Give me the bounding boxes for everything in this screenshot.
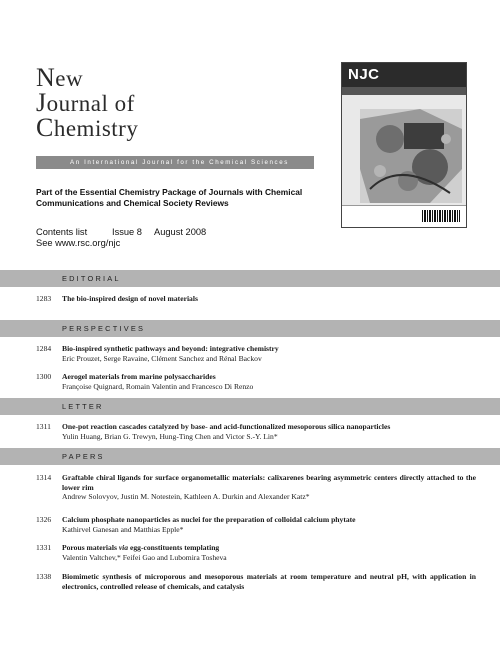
package-note: Part of the Essential Chemistry Package of Journals with Chemical Communications and Chemical Society Reviews bbox=[36, 187, 303, 208]
title-part: egg-constituents templating bbox=[128, 543, 220, 552]
section-heading: LETTER bbox=[62, 402, 104, 411]
section-band-letter bbox=[0, 398, 500, 415]
toc-entry[interactable] bbox=[36, 572, 476, 591]
article-title: The bio-inspired design of novel materials bbox=[62, 294, 198, 303]
article-authors: Françoise Quignard, Romain Valentin and Francesco Di Renzo bbox=[62, 381, 254, 391]
article-title: One-pot reaction cascades catalyzed by base- and acid-functionalized mesoporous silica nanoparticles bbox=[62, 422, 391, 431]
article-title: Bio-inspired synthetic pathways and beyond: integrative chemistry bbox=[62, 344, 279, 353]
toc-entry[interactable] bbox=[36, 473, 476, 502]
toc-entry[interactable] bbox=[36, 543, 476, 562]
section-band-perspectives bbox=[0, 320, 500, 337]
article-authors: Valentin Valtchev,* Feifei Gao and Lubomira Tosheva bbox=[62, 552, 227, 562]
section-band-editorial bbox=[0, 270, 500, 287]
issue-number: Issue 8 bbox=[112, 227, 142, 237]
article-title: Aerogel materials from marine polysaccharides bbox=[62, 372, 216, 381]
title-initial-n: N bbox=[36, 63, 56, 92]
page-number: 1326 bbox=[36, 515, 52, 524]
toc-entry[interactable] bbox=[36, 294, 476, 304]
page-number: 1284 bbox=[36, 344, 52, 353]
title-word-new: ew bbox=[55, 66, 84, 91]
article-authors: Kathirvel Ganesan and Matthias Epple* bbox=[62, 524, 184, 534]
page-number: 1338 bbox=[36, 572, 52, 581]
toc-entry[interactable] bbox=[36, 515, 476, 534]
section-heading: PERSPECTIVES bbox=[62, 324, 146, 333]
section-heading: PAPERS bbox=[62, 452, 105, 461]
cover-logo: NJC bbox=[348, 66, 380, 83]
barcode-icon bbox=[422, 210, 460, 222]
article-authors: Andrew Solovyov, Justin M. Notestein, Kathleen A. Durkin and Alexander Katz* bbox=[62, 492, 310, 501]
page-number: 1331 bbox=[36, 543, 52, 552]
cover-footer bbox=[342, 205, 466, 227]
journal-title bbox=[36, 63, 266, 142]
cover-strip bbox=[342, 87, 466, 95]
title-initial-c: C bbox=[36, 113, 54, 142]
page-number: 1311 bbox=[36, 422, 51, 431]
title-initial-j: J bbox=[36, 88, 47, 117]
cover-header bbox=[342, 63, 466, 87]
journal-tagline: An International Journal for the Chemical Sciences bbox=[36, 156, 314, 169]
title-part: Porous materials bbox=[62, 543, 119, 552]
title-word-chemistry: hemistry bbox=[53, 116, 139, 141]
cover-artwork-image bbox=[360, 109, 462, 203]
title-word-journal-of: ournal of bbox=[46, 91, 135, 116]
article-title bbox=[62, 543, 476, 553]
page-number: 1314 bbox=[36, 473, 52, 482]
article-authors: Yulin Huang, Brian G. Trewyn, Hung-Ting Chen and Victor S.-Y. Lin* bbox=[62, 431, 278, 441]
title-italic-part: via bbox=[118, 543, 129, 552]
section-heading: EDITORIAL bbox=[62, 274, 121, 283]
issue-date: August 2008 bbox=[154, 227, 207, 237]
toc-entry[interactable] bbox=[36, 422, 476, 441]
page-number: 1283 bbox=[36, 294, 52, 303]
article-authors: Eric Prouzet, Serge Ravaine, Clément Sanchez and Rénal Backov bbox=[62, 353, 262, 363]
cover-thumbnail bbox=[341, 62, 467, 228]
article-title: Biomimetic synthesis of microporous and mesoporous materials at room temperature and neutral pH, with application in electronics, controlled release of chemicals, and catalysis bbox=[62, 572, 476, 591]
toc-entry[interactable] bbox=[36, 372, 476, 391]
article-title: Graftable chiral ligands for surface organometallic materials: calixarenes bearing asymmetric centers directly attached to the lower rim bbox=[62, 473, 476, 492]
page-number: 1300 bbox=[36, 372, 52, 381]
contents-line bbox=[36, 227, 206, 238]
contents-label: Contents list bbox=[36, 227, 88, 237]
toc-entry[interactable] bbox=[36, 344, 476, 363]
section-band-papers bbox=[0, 448, 500, 465]
article-title: Calcium phosphate nanoparticles as nuclei for the preparation of colloidal calcium phytate bbox=[62, 515, 356, 524]
website-link[interactable]: See www.rsc.org/njc bbox=[36, 238, 121, 248]
